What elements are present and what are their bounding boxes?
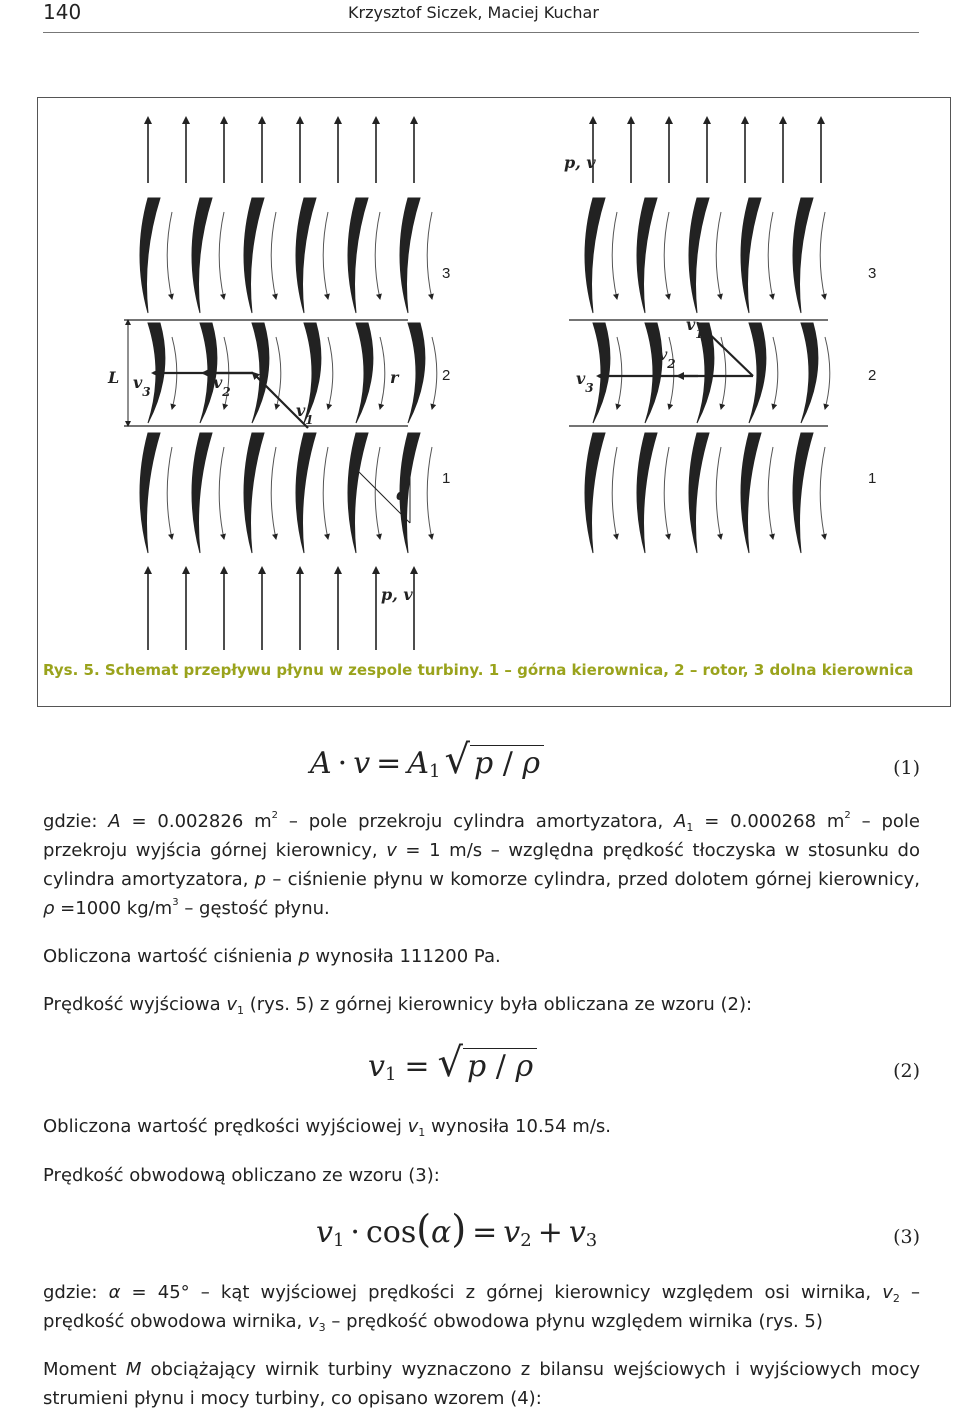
stage-number-2-right: 2 <box>868 367 877 384</box>
label-L: L <box>108 368 120 387</box>
equation-1-number: (1) <box>893 757 920 779</box>
guide-vane-1 <box>793 433 813 553</box>
stage-number-3-right: 3 <box>868 265 877 282</box>
streamline-arrow <box>820 212 825 299</box>
streamline-arrow <box>167 212 172 299</box>
equation-3: $v_1 \cdot \cos(\alpha) = v_2 + v_3$ <box>316 1207 598 1251</box>
paragraph-definitions-1: gdzie: A = 0.002826 $m^2$ – pole przekroju cylindra amortyzatora, $A_1 = 0.000268$ $m^2$ – pole przekroju wyjścia górnej kierownicy, v = 1 m/s – względna prędkość tłoczyska w stosunku do cylindra amortyzatora, p – ciśnienie płynu w komorze cylindra, przed dolotem górnej kierownicy, ρ =1000 $kg/m^3$ – gęstość płynu. <box>43 810 921 919</box>
streamline-arrow <box>375 447 380 539</box>
rotor-blade-2 <box>356 323 373 423</box>
streamline-arrow <box>773 337 778 409</box>
streamline-arrow <box>716 212 721 299</box>
rotor-blade-2 <box>304 323 321 423</box>
paragraph-definitions-3: gdzie: α = 45° – kąt wyjściowej prędkości z górnej kierownicy względem osi wirnika, $v_2$ – prędkość obwodowa wirnika, $v_3$ – prędkość obwodowa płynu względem wirnika (rys. 5) <box>43 1282 920 1334</box>
label-v3-right: $v_3$ <box>576 369 594 395</box>
streamline-arrow <box>323 212 328 299</box>
guide-vane-3 <box>793 198 813 313</box>
streamline-arrow <box>271 212 276 299</box>
guide-vane-3 <box>192 198 212 313</box>
guide-vane-1 <box>348 433 368 553</box>
streamline-arrow <box>271 447 276 539</box>
equation-3-number: (3) <box>893 1226 920 1248</box>
streamline-arrow <box>375 212 380 299</box>
streamline-arrow <box>323 447 328 539</box>
streamline-arrow <box>669 337 674 409</box>
guide-vane-1 <box>637 433 657 553</box>
paragraph-circumferential: Prędkość obwodową obliczano ze wzoru (3): <box>43 1165 440 1186</box>
guide-vane-3 <box>296 198 316 313</box>
guide-vane-3 <box>689 198 709 313</box>
rotor-blade-2 <box>408 323 425 423</box>
rotor-blade-2 <box>593 323 610 423</box>
guide-vane-1 <box>244 433 264 553</box>
guide-vane-3 <box>637 198 657 313</box>
streamline-arrow <box>664 212 669 299</box>
header-rule <box>43 32 919 33</box>
guide-vane-1 <box>741 433 761 553</box>
guide-vane-1 <box>192 433 212 553</box>
streamline-arrow <box>768 212 773 299</box>
label-pv-bottom: p, v <box>381 585 413 604</box>
label-v2-left: $v_2$ <box>213 373 231 399</box>
guide-vane-3 <box>244 198 264 313</box>
label-v2-right: $v_2$ <box>658 345 676 371</box>
label-v1-left: $v_1$ <box>296 401 314 427</box>
guide-vane-3 <box>741 198 761 313</box>
paragraph-outlet-speed: Prędkość wyjściowa $v_1$ (rys. 5) z górnej kierownicy była obliczana ze wzoru (2): <box>43 994 753 1017</box>
guide-vane-1 <box>296 433 316 553</box>
label-pv-top: p, v <box>564 153 596 172</box>
streamline-arrow <box>328 337 333 409</box>
streamline-arrow <box>167 447 172 539</box>
streamline-arrow <box>768 447 773 539</box>
guide-vane-3 <box>140 198 160 313</box>
streamline-arrow <box>612 447 617 539</box>
label-alpha: α <box>396 485 409 504</box>
turbine-flow-diagram <box>38 98 950 658</box>
guide-vane-3 <box>400 198 420 313</box>
equation-2-number: (2) <box>893 1060 920 1082</box>
paragraph-outlet-speed-result: Obliczona wartość prędkości wyjściowej $v_1$ wynosiła 10.54 m/s. <box>43 1116 612 1139</box>
streamline-arrow <box>617 337 622 409</box>
label-r: r <box>390 368 399 387</box>
streamline-arrow <box>432 337 437 409</box>
running-header-authors: Krzysztof Siczek, Maciej Kuchar <box>348 3 599 22</box>
streamline-arrow <box>612 212 617 299</box>
paragraph-pressure: Obliczona wartość ciśnienia p wynosiła 111200 Pa. <box>43 946 501 967</box>
guide-vane-1 <box>585 433 605 553</box>
streamline-arrow <box>427 447 432 539</box>
page-number: 140 <box>43 0 82 24</box>
label-v1-right: $v_1$ <box>686 315 704 341</box>
streamline-arrow <box>219 212 224 299</box>
stage-number-2-left: 2 <box>442 367 451 384</box>
paragraph-moment: Moment M obciążający wirnik turbiny wyznaczono z bilansu wejściowych i wyjściowych mocy strumieni płynu i mocy turbiny, co opisano wzorem (4): <box>43 1359 920 1409</box>
rotor-blade-2 <box>645 323 662 423</box>
streamline-arrow <box>427 212 432 299</box>
guide-vane-1 <box>689 433 709 553</box>
streamline-arrow <box>716 447 721 539</box>
figure-5 <box>37 97 951 707</box>
stage-number-1-left: 1 <box>442 470 451 487</box>
equation-1: $A \cdot v = A_1$ √ p / ρ <box>310 737 544 783</box>
stage-number-3-left: 3 <box>442 265 451 282</box>
rotor-blade-2 <box>749 323 766 423</box>
streamline-arrow <box>219 447 224 539</box>
streamline-arrow <box>380 337 385 409</box>
stage-number-1-right: 1 <box>868 470 877 487</box>
label-v3-left: $v_3$ <box>133 373 151 399</box>
rotor-blade-2 <box>801 323 818 423</box>
figure-caption: Rys. 5. Schemat przepływu płynu w zespole turbiny. 1 – górna kierownica, 2 – rotor, 3 dolna kierownica <box>43 661 914 679</box>
equation-2: $v_1$ = √ p / ρ <box>368 1040 537 1086</box>
streamline-arrow <box>825 337 830 409</box>
streamline-arrow <box>820 447 825 539</box>
guide-vane-3 <box>585 198 605 313</box>
guide-vane-3 <box>348 198 368 313</box>
guide-vane-1 <box>140 433 160 553</box>
streamline-arrow <box>664 447 669 539</box>
